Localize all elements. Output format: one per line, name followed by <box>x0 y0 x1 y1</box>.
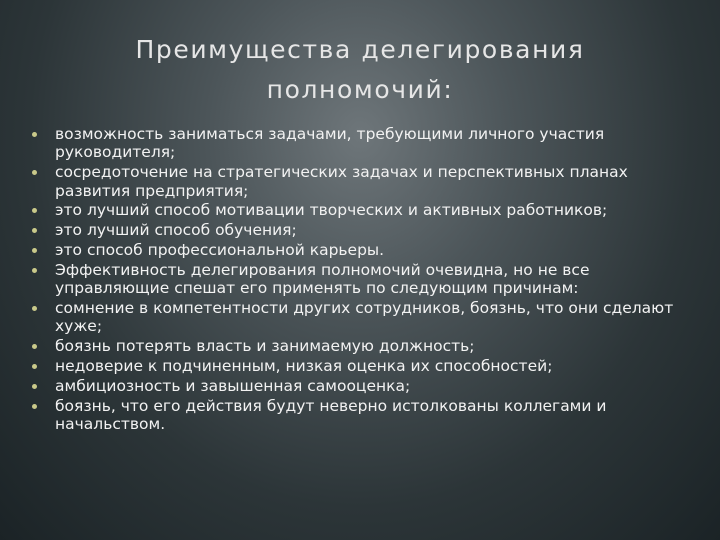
bullet-text: недоверие к подчиненным, низкая оценка их способностей; <box>55 357 553 375</box>
slide-title <box>0 30 720 110</box>
bullet-item <box>32 201 702 219</box>
bullet-text: это лучший способ обучения; <box>55 221 297 240</box>
bullet-item <box>32 299 702 336</box>
bullet-item <box>32 241 702 259</box>
bullet-icon <box>32 364 37 369</box>
bullet-icon <box>32 306 37 311</box>
bullet-icon <box>32 268 37 273</box>
bullet-text: амбициозность и завышенная самооценка; <box>55 376 411 395</box>
bullet-icon <box>32 248 37 253</box>
bullet-item <box>32 163 702 200</box>
bullet-item <box>32 221 702 239</box>
bullet-item <box>32 397 702 434</box>
bullet-item <box>32 377 702 395</box>
bullet-text: боязнь потерять власть и занимаемую должность; <box>55 337 475 356</box>
bullet-icon <box>32 228 37 233</box>
bullet-icon <box>32 344 37 349</box>
bullet-text: сосредоточение на стратегических задачах и перспективных планах развития предприятия; <box>55 163 628 200</box>
bullet-text: боязнь, что его действия будут неверно истолкованы коллегами и начальством. <box>55 396 607 433</box>
bullet-item <box>32 357 702 375</box>
bullet-text: это лучший способ мотивации творческих и активных работников; <box>55 201 608 220</box>
bullet-icon <box>32 384 37 389</box>
bullet-icon <box>32 208 37 213</box>
bullet-text: возможность заниматься задачами, требующими личного участия руководителя; <box>55 125 605 162</box>
bullet-text: Эффективность делегирования полномочий очевидна, но не все управляющие спешат его применять по следующим причинам: <box>55 260 590 298</box>
bullet-text: сомнение в компетентности других сотрудников, боязнь, что они сделают хуже; <box>55 299 674 336</box>
bullet-item <box>32 261 702 298</box>
bullet-list <box>32 125 702 435</box>
slide-title-line-2: полномочий: <box>266 75 454 104</box>
bullet-icon <box>32 404 37 409</box>
bullet-text: это способ профессиональной карьеры. <box>55 241 385 259</box>
bullet-icon <box>32 170 37 175</box>
bullet-icon <box>32 132 37 137</box>
slide-title-line-1: Преимущества делегирования <box>135 35 585 64</box>
bullet-item <box>32 337 702 355</box>
bullet-item <box>32 125 702 162</box>
